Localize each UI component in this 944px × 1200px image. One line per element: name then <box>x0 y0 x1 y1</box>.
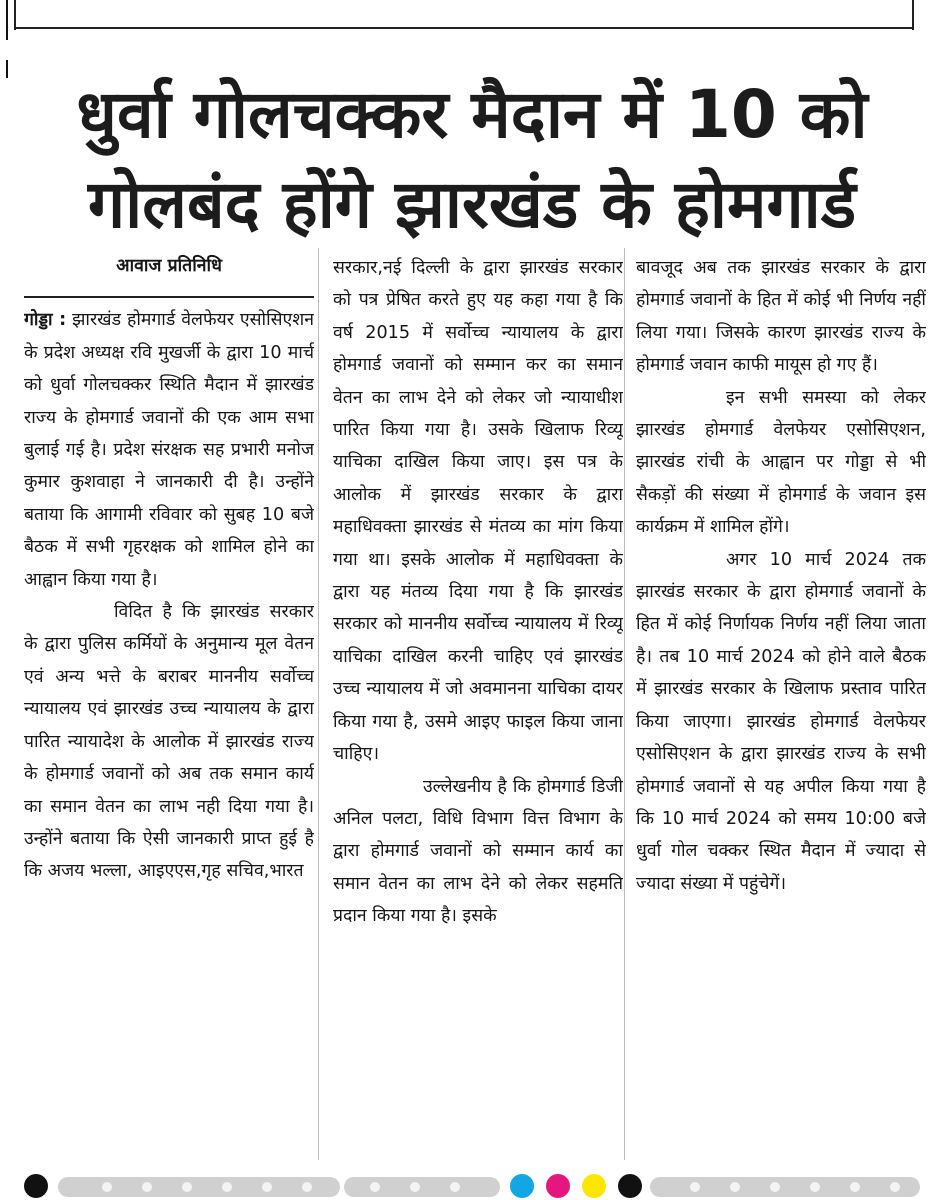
paragraph: विदित है कि झारखंड सरकार के द्वारा पुलिस कर्मियों के अनुमान्य मूल वेतन एवं अन्य भत्ते के बराबर माननीय सर्वोच्च न्यायालय एवं झारखंड उच्च न्यायालय के द्वारा पारित न्यायादेश के आलोक में झारखंड राज्य के होमगार्ड जवानों को अब तक समान कार्य का समान वेतन का लाभ नही दिया गया है। उन्होंने बताया कि ऐसी जानकारी प्राप्त हुई है कि अजय भल्ला, आइएएस,गृह सचिव,भारत <box>24 602 314 882</box>
registration-dot-black-2 <box>618 1174 642 1198</box>
dateline: गोड्डा : <box>24 310 67 331</box>
article-column-2 <box>333 252 623 1164</box>
byline-rule <box>24 296 314 298</box>
registration-dot-magenta <box>546 1174 570 1198</box>
crop-tick-right <box>912 0 914 30</box>
paragraph-intro <box>24 304 314 596</box>
headline-line-2: गोलबंद होंगे झारखंड के होमगार्ड <box>87 166 857 243</box>
paragraph: सरकार,नई दिल्ली के द्वारा झारखंड सरकार को पत्र प्रेषित करते हुए यह कहा गया है कि वर्ष 2015 में सर्वोच्च न्यायालय के द्वारा होमगार्ड जवानों को सम्मान कर का समान वेतन का लाभ देने को लेकर जो न्यायाधीश पारित किया गया है। उसके खिलाफ रिव्यू याचिका दाखिल किया जाए। इस पत्र के आलोक में झारखंड सरकार के द्वारा महाधिवक्ता झारखंड से मंतव्य का मांग किया गया था। इसके आलोक में महाधिवक्ता के द्वारा यह मंतव्य दिया गया है कि झारखंड सरकार को माननीय सर्वोच्च न्यायालय में रिव्यू याचिका दाखिल करनी चाहिए एवं झारखंड उच्च न्यायालय में जो अवमानना याचिका दायर किया गया है, उसमे आइए फाइल किया जाना चाहिए। <box>333 258 623 765</box>
registration-bar-left <box>58 1177 340 1197</box>
paragraph: उल्लेखनीय है कि होमगार्ड डिजी अनिल पलटा, विधि विभाग वित्त विभाग के द्वारा होमगार्ड जवानों को सम्मान कार्य का समान वेतन का लाभ देने को लेकर सहमति प्रदान किया गया है। इसके <box>333 776 623 927</box>
top-border-line <box>14 27 912 29</box>
registration-dot-yellow <box>582 1174 606 1198</box>
paragraph-intro-text: झारखंड होमगार्ड वेलफेयर एसोसिएशन के प्रदेश अध्यक्ष रवि मुखर्जी के द्वारा 10 मार्च को धुर्वा गोलचक्कर स्थिति मैदान में झारखंड राज्य के होमगार्ड जवानों की एक आम सभा बुलाई गई है। प्रदेश संरक्षक सह प्रभारी मनोज कुमार कुशवाहा ने जानकारी दी है। उन्होंने बताया कि आगामी रविवार को सुबह 10 बजे बैठक में सभी गृहरक्षक को शामिल होने का आह्वान किया गया है। <box>24 310 314 590</box>
registration-dot-black <box>24 1174 48 1198</box>
print-registration-strip <box>0 1168 944 1200</box>
article-column-1 <box>24 250 314 1162</box>
registration-dot-cyan <box>510 1174 534 1198</box>
left-crop-marks <box>0 0 18 1200</box>
registration-bar-mid <box>344 1177 500 1197</box>
byline: आवाज प्रतिनिधि <box>116 256 222 276</box>
registration-bar-right <box>650 1177 920 1197</box>
paragraph: इन सभी समस्या को लेकर झारखंड होमगार्ड वेलफेयर एसोसिएशन, झारखंड रांची के आह्वान पर गोड्डा से भी सैकड़ों की संख्या में होमगार्ड के जवान इस कार्यक्रम में शामिल होंगे। <box>636 387 926 538</box>
headline-line-1: धुर्वा गोलचक्कर मैदान में 10 को <box>76 76 868 153</box>
column-divider <box>624 248 625 1160</box>
article-column-3 <box>636 252 926 1164</box>
paragraph: अगर 10 मार्च 2024 तक झारखंड सरकार के द्वारा होमगार्ड जवानों के हित में कोई निर्णायक निर्णय नहीं लिया जाता है। तब 10 मार्च 2024 को होने वाले बैठक में झारखंड सरकार के खिलाफ प्रस्ताव पारित किया जाएगा। झारखंड होमगार्ड वेलफेयर एसोसिएशन के द्वारा झारखंड राज्य के सभी होमगार्ड जवानों से यह अपील किया गया है कि 10 मार्च 2024 को समय 10:00 बजे धुर्वा गोल चक्कर स्थित मैदान में ज्यादा से ज्यादा संख्या में पहुंचेगें। <box>636 549 926 894</box>
column-divider <box>318 248 319 1160</box>
paragraph: बावजूद अब तक झारखंड सरकार के द्वारा होमगार्ड जवानों के हित में कोई भी निर्णय नहीं लिया गया। जिसके कारण झारखंड राज्य के होमगार्ड जवान काफी मायूस हो गए हैं। <box>636 258 926 376</box>
top-margin-strip <box>0 0 944 30</box>
